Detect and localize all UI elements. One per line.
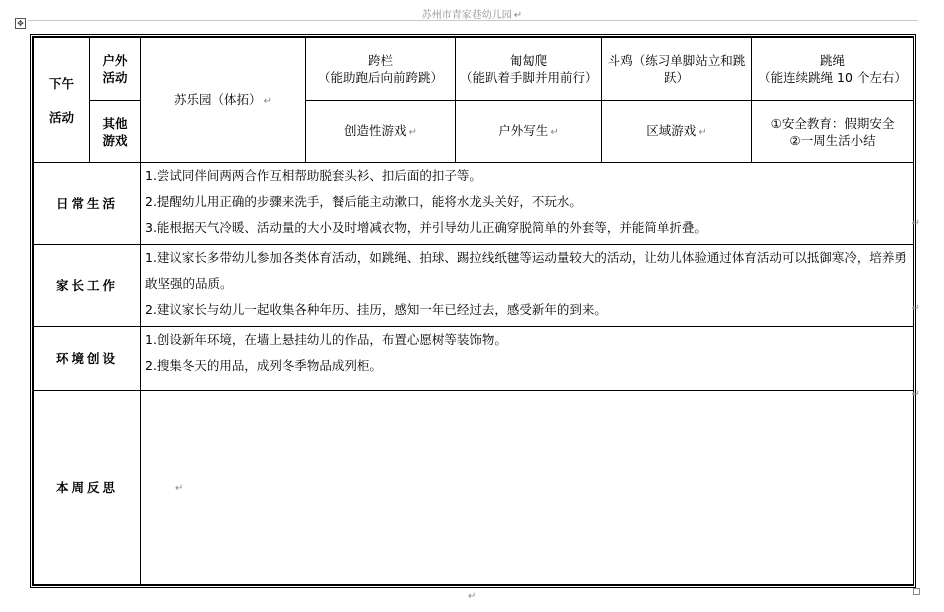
daily-life-label: 日常生活: [34, 163, 141, 245]
outdoor-venue: 苏乐园（体拓） ↵: [141, 38, 306, 163]
environment-label: 环境创设: [34, 327, 141, 391]
page-header: 苏州市青家巷幼儿园 ↵: [421, 10, 523, 21]
reflection-label: 本周反思: [34, 391, 141, 585]
list-item: 1.创设新年环境，在墙上悬挂幼儿的作品，布置心愿树等装饰物。: [145, 332, 507, 347]
environment-content: [141, 327, 914, 391]
daily-life-content: [141, 163, 914, 245]
list-item: 1.尝试同伴间两两合作互相帮助脱套头衫、扣后面的扣子等。: [145, 168, 482, 183]
other-item-area-games: 区域游戏 ↵: [602, 101, 752, 163]
parent-work-label: 家长工作: [34, 245, 141, 327]
outdoor-item-hurdle: 跨栏 （能助跑后向前跨跳）: [306, 38, 456, 101]
table-resize-handle-icon[interactable]: [913, 588, 920, 595]
parent-work-content: [141, 245, 914, 327]
reflection-content[interactable]: ↵: [141, 391, 914, 585]
other-item-creative: 创造性游戏 ↵: [306, 101, 456, 163]
outdoor-label: 户外 活动: [90, 38, 141, 101]
list-item: 2.提醒幼儿用正确的步骤来洗手，餐后能主动漱口，能将水龙头关好，不玩水。: [145, 194, 582, 209]
table-move-handle-icon[interactable]: ✥: [15, 18, 26, 29]
school-name: 苏州市青家巷幼儿园: [421, 10, 512, 21]
paragraph-mark: ↵: [468, 591, 477, 602]
header-rule: [28, 20, 918, 21]
weekly-plan-table: [30, 34, 916, 588]
row-end-mark: ↵: [911, 303, 920, 314]
afternoon-label: 下午 活动: [34, 38, 90, 163]
list-item: 2.搜集冬天的用品，成列冬季物品成列柜。: [145, 358, 382, 373]
row-end-mark: ↵: [911, 218, 920, 229]
outdoor-item-crawl: 匍匐爬 （能趴着手脚并用前行）: [456, 38, 602, 101]
outdoor-item-rooster-fight: 斗鸡（练习单脚站立和跳跃）: [602, 38, 752, 101]
other-item-sketching: 户外写生 ↵: [456, 101, 602, 163]
row-end-mark: ↵: [911, 389, 920, 400]
other-item-safety: ①安全教育：假期安全 ②一周生活小结: [752, 101, 914, 163]
list-item: 1.建议家长多带幼儿参加各类体育活动，如跳绳、拍球、踢拉线纸毽等运动量较大的活动，让幼儿体验通过体育活动可以抵御寒冷，培养勇敢坚强的品质。: [145, 250, 907, 291]
other-games-label: 其他 游戏: [90, 101, 141, 163]
outdoor-item-jump-rope: 跳绳 （能连续跳绳 10 个左右）: [752, 38, 914, 101]
list-item: 2.建议家长与幼儿一起收集各种年历、挂历，感知一年已经过去，感受新年的到来。: [145, 302, 607, 317]
list-item: 3.能根据天气冷暖、活动量的大小及时增减衣物，并引导幼儿正确穿脱简单的外套等，并能简单折叠。: [145, 220, 707, 235]
